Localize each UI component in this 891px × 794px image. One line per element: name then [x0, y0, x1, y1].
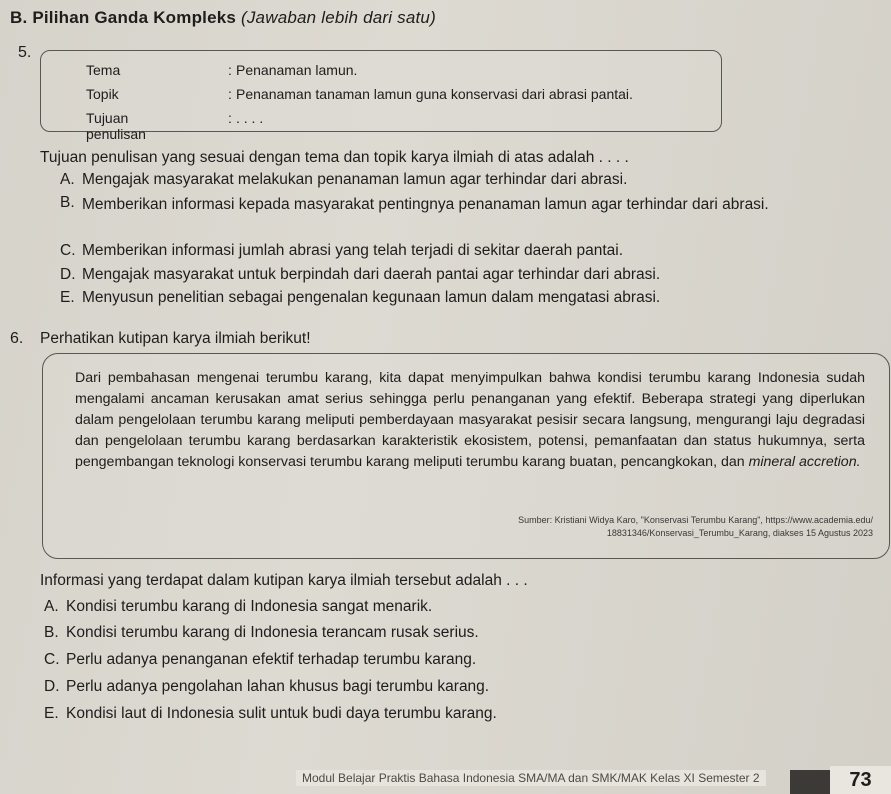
- section-subtitle: (Jawaban lebih dari satu): [241, 8, 436, 27]
- page-number: 73: [830, 766, 891, 794]
- question-5-stem: Tujuan penulisan yang sesuai dengan tema dan topik karya ilmiah di atas adalah . . . .: [40, 149, 629, 166]
- info-value: . . . .: [236, 110, 264, 126]
- option-letter: E.: [60, 289, 75, 306]
- option-letter: B.: [60, 194, 75, 211]
- option-text: Perlu adanya pengolahan lahan khusus bagi terumbu karang.: [66, 678, 490, 695]
- info-value: Penanaman tanaman lamun guna konservasi dari abrasi pantai.: [236, 86, 633, 102]
- question-6-stem: Informasi yang terdapat dalam kutipan karya ilmiah tersebut adalah . . .: [40, 572, 528, 589]
- info-label: Tujuan penulisan: [86, 110, 146, 142]
- source-line-2: 18831346/Konservasi_Terumbu_Karang, diakses 15 Agustus 2023: [606, 528, 873, 538]
- section-heading: [10, 8, 436, 28]
- excerpt-text: Dari pembahasan mengenai terumbu karang, kita dapat menyimpulkan bahwa kondisi terumbu karang Indonesia sudah mengalami ancaman kerusakan amat serius sehingga perlu penanganan yang efektif. Beberapa strategi yang diperlukan dalam pengelolaan terumbu karang meliputi pemberdayaan masyarakat pesisir secara langsung, mengurangi laju degradasi dan pengelolaan terumbu karang berdasarkan karakteristik ekosistem, potensi, pemanfaatan dan status hukumnya, serta pengembangan teknologi konservasi terumbu karang meliputi terumbu karang buatan, pencangkokan, dan: [75, 370, 865, 470]
- info-value: Penanaman lamun.: [236, 62, 358, 78]
- info-label: Topik: [86, 86, 119, 102]
- option-text: Kondisi terumbu karang di Indonesia terancam rusak serius.: [66, 624, 479, 641]
- excerpt-italic-term: mineral accretion.: [748, 454, 861, 470]
- info-label: Tema: [86, 62, 121, 78]
- source-line-1: Sumber: Kristiani Widya Karo, "Konservasi Terumbu Karang", https://www.academia.edu/: [518, 515, 873, 525]
- option-text: Kondisi laut di Indonesia sulit untuk budi daya terumbu karang.: [66, 705, 497, 722]
- option-letter: A.: [60, 171, 75, 188]
- option-letter: E.: [44, 705, 59, 722]
- scientific-excerpt: [75, 368, 865, 473]
- excerpt-source: [353, 514, 873, 540]
- option-text: Mengajak masyarakat untuk berpindah dari daerah pantai agar terhindar dari abrasi.: [82, 266, 661, 283]
- option-letter: D.: [44, 678, 60, 695]
- option-letter: C.: [60, 242, 76, 259]
- question-5-number: 5.: [18, 44, 32, 61]
- option-text: Memberikan informasi jumlah abrasi yang telah terjadi di sekitar daerah pantai.: [82, 242, 624, 259]
- section-title: B. Pilihan Ganda Kompleks: [10, 8, 237, 27]
- option-letter: B.: [44, 624, 59, 641]
- option-text: Mengajak masyarakat melakukan penanaman lamun agar terhindar dari abrasi.: [82, 171, 628, 188]
- option-text: Kondisi terumbu karang di Indonesia sangat menarik.: [66, 598, 433, 615]
- option-letter: A.: [44, 598, 59, 615]
- question-6-prompt: Perhatikan kutipan karya ilmiah berikut!: [40, 330, 311, 347]
- option-letter: D.: [60, 266, 76, 283]
- option-text: Perlu adanya penanganan efektif terhadap terumbu karang.: [66, 651, 477, 668]
- option-text: Memberikan informasi kepada masyarakat pentingnya penanaman lamun agar terhindar dari abrasi.: [82, 196, 769, 213]
- book-footer-title: Modul Belajar Praktis Bahasa Indonesia SMA/MA dan SMK/MAK Kelas XI Semester 2: [296, 770, 766, 786]
- footer-page-tab: [790, 770, 830, 794]
- question-6-number: 6.: [10, 330, 24, 347]
- option-letter: C.: [44, 651, 60, 668]
- option-text: Menyusun penelitian sebagai pengenalan kegunaan lamun dalam mengatasi abrasi.: [82, 289, 661, 306]
- textbook-page: B. Pilihan Ganda Kompleks (Jawaban lebih dari satu) 5. Tema : Penanaman lamun. Topik : Penanaman tanaman lamun guna konservasi dari abrasi pantai. Tujuan penulisan : . . . . Tujuan penulisan yang sesuai dengan tema dan topik karya ilmiah di atas adalah . . . . A. Mengajak masyarakat melakukan penanaman lamun agar terhindar dari abrasi. B. Memberikan informasi kepada masyarakat pentingnya penanaman lamun agar terhindar dari abrasi. C. Memberikan informasi jumlah abrasi yang telah terjadi di sekitar daerah pantai. D. Mengajak masyarakat untuk berpindah dari daerah pantai agar terhindar dari abrasi. E. Menyusun penelitian sebagai pengenalan kegunaan lamun dalam mengatasi abrasi. 6. Perhatikan kutipan karya ilmiah berikut! Dari pembahasan mengenai terumbu karang, kita dapat menyimpulkan bahwa kondisi terumbu karang Indonesia sudah mengalami ancaman kerusakan amat serius sehingga perlu penanganan yang efektif. Beberapa strategi yang diperlukan dalam pengelolaan terumbu karang meliputi pemberdayaan masyarakat pesisir secara langsung, mengurangi laju degradasi dan pengelolaan terumbu karang berdasarkan karakteristik ekosistem, potensi, pemanfaatan dan status hukumnya, serta pengembangan teknologi konservasi terumbu karang meliputi terumbu karang buatan, pencangkokan, dan mineral accretion. Sumber: Kristiani Widya Karo, "Konservasi Terumbu Karang", https://www.academia.edu/ 18831346/Konservasi_Terumbu_Karang, diakses 15 Agustus 2023 Informasi yang terdapat dalam kutipan karya ilmiah tersebut adalah . . . A. Kondisi terumbu karang di Indonesia sangat menarik. B. Kondisi terumbu karang di Indonesia terancam rusak serius. C. Perlu adanya penanganan efektif terhadap terumbu karang. D. Perlu adanya pengolahan lahan khusus bagi terumbu karang. E. Kondisi laut di Indonesia sulit untuk budi daya terumbu karang. Modul Belajar Praktis Bahasa Indonesia SMA/MA dan SMK/MAK Kelas XI Semester 2 73: [0, 0, 891, 794]
